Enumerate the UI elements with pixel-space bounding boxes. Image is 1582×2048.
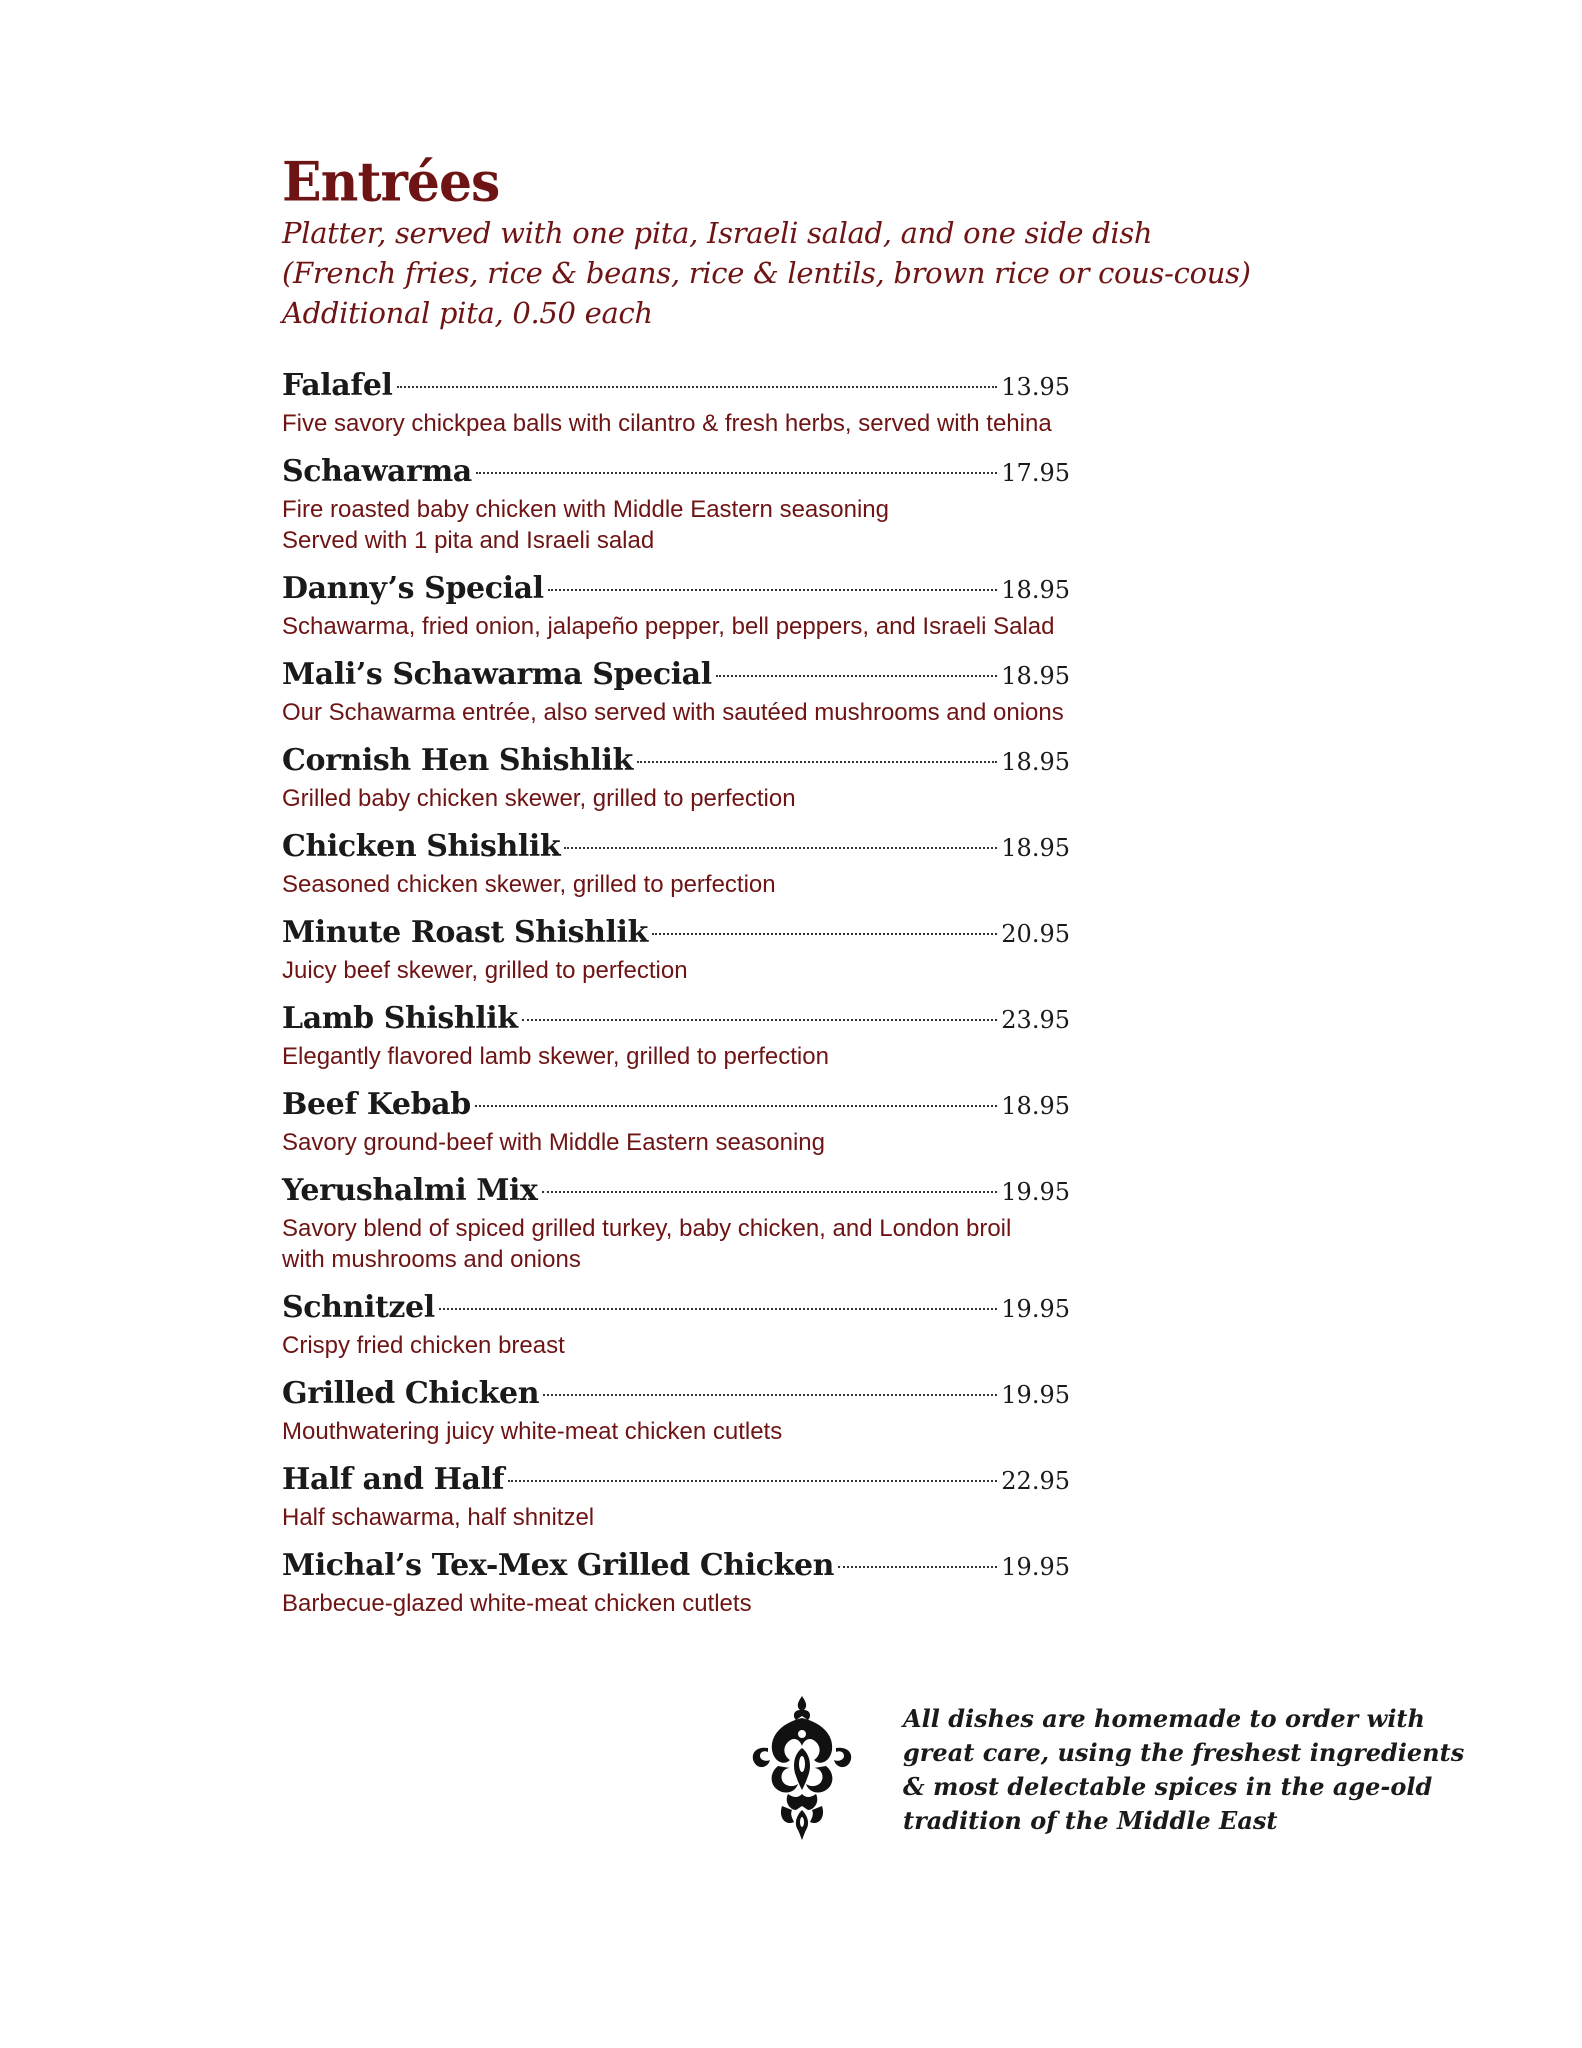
- menu-item-name: Schnitzel: [282, 1290, 435, 1325]
- menu-item-price: 18.95: [1001, 576, 1070, 604]
- footer-note-line: tradition of the Middle East: [903, 1806, 1278, 1835]
- menu-item-description: Elegantly flavored lamb skewer, grilled to perfection: [282, 1043, 829, 1070]
- menu-item-dannys-special: [282, 571, 1070, 642]
- dot-leader: [543, 1394, 997, 1396]
- intro-line: (French fries, rice & beans, rice & lentils, brown rice or cous-cous): [282, 256, 1251, 290]
- dot-leader: [564, 847, 997, 849]
- menu-item-lamb-shishlik: [282, 1001, 1070, 1072]
- menu-item-description: Five savory chickpea balls with cilantro & fresh herbs, served with tehina: [282, 410, 1052, 437]
- dot-leader: [716, 675, 998, 677]
- menu-item-schawarma: [282, 454, 1070, 556]
- intro-line: Additional pita, 0.50 each: [282, 296, 653, 330]
- dot-leader: [838, 1566, 997, 1568]
- dot-leader: [476, 472, 997, 474]
- menu-item-minute-roast-shishlik: [282, 915, 1070, 986]
- section-title: Entrées: [282, 150, 500, 215]
- dot-leader: [475, 1105, 998, 1107]
- menu-item-description: Savory ground-beef with Middle Eastern seasoning: [282, 1129, 825, 1156]
- menu-item-price: 23.95: [1001, 1006, 1070, 1034]
- menu-item-price: 19.95: [1001, 1381, 1070, 1409]
- footer-note-line: & most delectable spices in the age-old: [903, 1772, 1433, 1801]
- menu-item-name: Half and Half: [282, 1462, 505, 1497]
- menu-item-name: Schawarma: [282, 454, 472, 489]
- menu-item-name: Chicken Shishlik: [282, 829, 561, 864]
- footer-note: [903, 1702, 1463, 1838]
- menu-item-description: Half schawarma, half shnitzel: [282, 1504, 595, 1531]
- menu-item-malis-schawarma-special: [282, 657, 1070, 728]
- menu-item-description: Our Schawarma entrée, also served with sautéed mushrooms and onions: [282, 699, 1064, 726]
- menu-item-name: Falafel: [282, 368, 393, 403]
- menu-item-schnitzel: [282, 1290, 1070, 1361]
- menu-item-name: Yerushalmi Mix: [282, 1173, 538, 1208]
- menu-item-description: Served with 1 pita and Israeli salad: [282, 527, 655, 554]
- menu-item-description: Barbecue-glazed white-meat chicken cutlets: [282, 1590, 752, 1617]
- menu-item-price: 20.95: [1001, 920, 1070, 948]
- footer-note-line: great care, using the freshest ingredients: [903, 1738, 1465, 1767]
- dot-leader: [542, 1191, 998, 1193]
- menu-item-name: Lamb Shishlik: [282, 1001, 518, 1036]
- menu-item-price: 19.95: [1001, 1553, 1070, 1581]
- menu-item-name: Cornish Hen Shishlik: [282, 743, 633, 778]
- dot-leader: [548, 589, 998, 591]
- menu-item-description: Savory blend of spiced grilled turkey, baby chicken, and London broil: [282, 1215, 1012, 1242]
- menu-item-name: Minute Roast Shishlik: [282, 915, 648, 950]
- menu-item-chicken-shishlik: [282, 829, 1070, 900]
- menu-item-michals-tex-mex-grilled-chicken: [282, 1548, 1070, 1619]
- menu-item-price: 18.95: [1001, 748, 1070, 776]
- menu-item-yerushalmi-mix: [282, 1173, 1070, 1275]
- menu-item-name: Grilled Chicken: [282, 1376, 540, 1411]
- dot-leader: [439, 1308, 998, 1310]
- intro-line: Platter, served with one pita, Israeli salad, and one side dish: [282, 216, 1153, 250]
- menu-item-description: Crispy fried chicken breast: [282, 1332, 565, 1359]
- menu-item-description: Fire roasted baby chicken with Middle Eastern seasoning: [282, 496, 889, 523]
- menu-item-price: 19.95: [1001, 1178, 1070, 1206]
- menu-item-description: Grilled baby chicken skewer, grilled to perfection: [282, 785, 796, 812]
- menu-item-description: Juicy beef skewer, grilled to perfection: [282, 957, 688, 984]
- footer-note-line: All dishes are homemade to order with: [903, 1704, 1425, 1733]
- dot-leader: [637, 761, 997, 763]
- menu-item-falafel: [282, 368, 1070, 439]
- menu-item-price: 19.95: [1001, 1295, 1070, 1323]
- menu-item-price: 18.95: [1001, 1092, 1070, 1120]
- dot-leader: [522, 1019, 998, 1021]
- menu-item-half-and-half: [282, 1462, 1070, 1533]
- dot-leader: [397, 386, 998, 388]
- menu-item-price: 17.95: [1001, 459, 1070, 487]
- menu-item-name: Michal’s Tex-Mex Grilled Chicken: [282, 1548, 835, 1583]
- menu-item-description: with mushrooms and onions: [282, 1246, 581, 1273]
- dot-leader: [652, 933, 997, 935]
- damask-ornament-icon: [748, 1694, 856, 1842]
- dot-leader: [508, 1480, 997, 1482]
- menu-item-description: Mouthwatering juicy white-meat chicken cutlets: [282, 1418, 783, 1445]
- menu-item-description: Seasoned chicken skewer, grilled to perfection: [282, 871, 776, 898]
- menu-item-description: Schawarma, fried onion, jalapeño pepper, bell peppers, and Israeli Salad: [282, 613, 1055, 640]
- menu-item-price: 22.95: [1001, 1467, 1070, 1495]
- menu-item-beef-kebab: [282, 1087, 1070, 1158]
- menu-item-grilled-chicken: [282, 1376, 1070, 1447]
- menu-item-name: Mali’s Schawarma Special: [282, 657, 712, 692]
- menu-item-price: 18.95: [1001, 662, 1070, 690]
- menu-item-name: Beef Kebab: [282, 1087, 471, 1122]
- menu-item-price: 13.95: [1001, 373, 1070, 401]
- menu-item-price: 18.95: [1001, 834, 1070, 862]
- section-intro: [282, 213, 1251, 333]
- menu-item-cornish-hen-shishlik: [282, 743, 1070, 814]
- menu-item-name: Danny’s Special: [282, 571, 544, 606]
